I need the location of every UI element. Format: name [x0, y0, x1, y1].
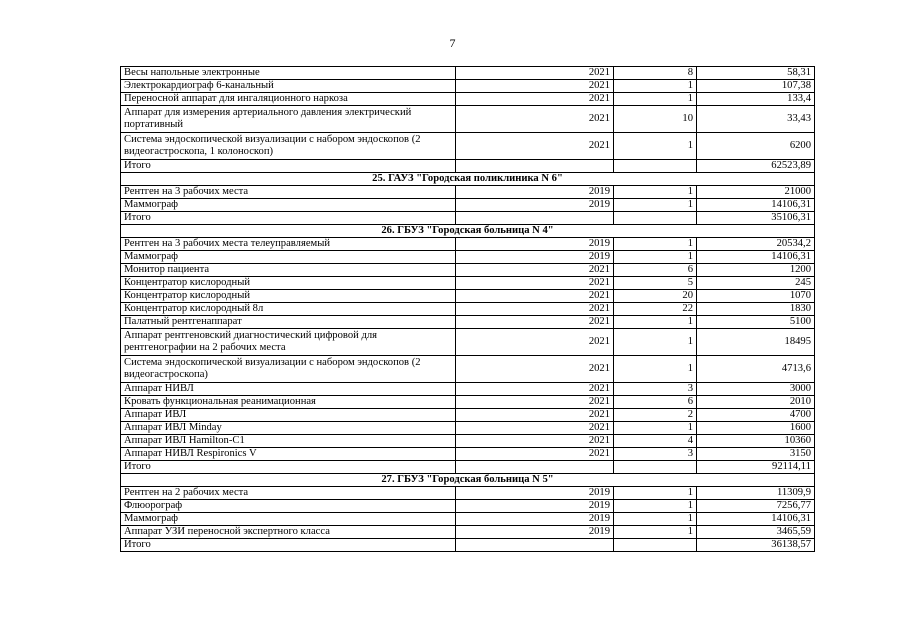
quantity-cell: 1: [614, 513, 697, 526]
table-row: [121, 316, 815, 329]
amount-cell: 3000: [697, 383, 815, 396]
quantity-cell: 20: [614, 290, 697, 303]
table-row: [121, 303, 815, 316]
section-header-row: [121, 173, 815, 186]
quantity-cell: [614, 160, 697, 173]
amount-cell: 7256,77: [697, 500, 815, 513]
item-name-cell: Весы напольные электронные: [121, 67, 456, 80]
item-name-cell: Итого: [121, 539, 456, 552]
item-name-cell: Маммограф: [121, 199, 456, 212]
item-name-cell: Маммограф: [121, 513, 456, 526]
quantity-cell: 1: [614, 422, 697, 435]
item-name-cell: Концентратор кислородный: [121, 277, 456, 290]
year-cell: 2019: [456, 199, 614, 212]
year-cell: 2021: [456, 448, 614, 461]
table-row: [121, 277, 815, 290]
quantity-cell: 1: [614, 487, 697, 500]
amount-cell: 35106,31: [697, 212, 815, 225]
table-row: [121, 513, 815, 526]
quantity-cell: 1: [614, 238, 697, 251]
section-title: 25. ГАУЗ "Городская поликлиника N 6": [121, 173, 815, 186]
amount-cell: 58,31: [697, 67, 815, 80]
table-row: [121, 396, 815, 409]
year-cell: 2021: [456, 133, 614, 160]
item-name-cell: Аппарат НИВЛ: [121, 383, 456, 396]
year-cell: 2021: [456, 396, 614, 409]
item-name-cell: Итого: [121, 461, 456, 474]
item-name-cell: Концентратор кислородный 8л: [121, 303, 456, 316]
item-name-cell: Рентген на 3 рабочих места: [121, 186, 456, 199]
year-cell: 2019: [456, 487, 614, 500]
year-cell: [456, 539, 614, 552]
item-name-cell: Маммограф: [121, 251, 456, 264]
year-cell: 2019: [456, 526, 614, 539]
amount-cell: 5100: [697, 316, 815, 329]
table-row: [121, 251, 815, 264]
table-row: [121, 67, 815, 80]
item-name-cell: Аппарат ИВЛ Minday: [121, 422, 456, 435]
item-name-cell: Итого: [121, 212, 456, 225]
item-name-cell: Кровать функциональная реанимационная: [121, 396, 456, 409]
page-number: 7: [449, 36, 456, 50]
item-name-cell: Аппарат для измерения артериального давления электрический портативный: [121, 106, 456, 133]
table-row: [121, 383, 815, 396]
item-name-cell: Система эндоскопической визуализации с набором эндоскопов (2 видеогастроскопа): [121, 356, 456, 383]
total-row: [121, 461, 815, 474]
year-cell: 2021: [456, 383, 614, 396]
table-row: [121, 487, 815, 500]
year-cell: 2019: [456, 500, 614, 513]
year-cell: 2021: [456, 356, 614, 383]
quantity-cell: 1: [614, 80, 697, 93]
year-cell: 2021: [456, 435, 614, 448]
item-name-cell: Аппарат УЗИ переносной экспертного класса: [121, 526, 456, 539]
quantity-cell: 22: [614, 303, 697, 316]
item-name-cell: Палатный рентгенаппарат: [121, 316, 456, 329]
table-row: [121, 500, 815, 513]
amount-cell: 92114,11: [697, 461, 815, 474]
table-row: [121, 356, 815, 383]
amount-cell: 245: [697, 277, 815, 290]
item-name-cell: Монитор пациента: [121, 264, 456, 277]
amount-cell: 1830: [697, 303, 815, 316]
amount-cell: 36138,57: [697, 539, 815, 552]
quantity-cell: 3: [614, 448, 697, 461]
item-name-cell: Аппарат рентгеновский диагностический цифровой для рентгенографии на 2 рабочих места: [121, 329, 456, 356]
year-cell: 2021: [456, 422, 614, 435]
amount-cell: 14106,31: [697, 251, 815, 264]
amount-cell: 1070: [697, 290, 815, 303]
quantity-cell: 1: [614, 329, 697, 356]
amount-cell: 11309,9: [697, 487, 815, 500]
year-cell: 2021: [456, 409, 614, 422]
section-header-row: [121, 225, 815, 238]
table-row: [121, 526, 815, 539]
year-cell: 2021: [456, 80, 614, 93]
table-row: [121, 264, 815, 277]
year-cell: 2019: [456, 251, 614, 264]
quantity-cell: 1: [614, 186, 697, 199]
amount-cell: 14106,31: [697, 513, 815, 526]
table-row: [121, 93, 815, 106]
year-cell: 2019: [456, 186, 614, 199]
table-row: [121, 422, 815, 435]
amount-cell: 1600: [697, 422, 815, 435]
table-row: [121, 106, 815, 133]
year-cell: 2021: [456, 316, 614, 329]
quantity-cell: 4: [614, 435, 697, 448]
section-title: 27. ГБУЗ "Городская больница N 5": [121, 474, 815, 487]
year-cell: [456, 212, 614, 225]
item-name-cell: Рентген на 3 рабочих места телеуправляемый: [121, 238, 456, 251]
amount-cell: 4713,6: [697, 356, 815, 383]
table-row: [121, 238, 815, 251]
quantity-cell: 6: [614, 396, 697, 409]
quantity-cell: 1: [614, 93, 697, 106]
amount-cell: 62523,89: [697, 160, 815, 173]
quantity-cell: 1: [614, 500, 697, 513]
amount-cell: 133,4: [697, 93, 815, 106]
quantity-cell: [614, 212, 697, 225]
year-cell: 2021: [456, 329, 614, 356]
item-name-cell: Аппарат ИВЛ Hamilton-C1: [121, 435, 456, 448]
quantity-cell: 1: [614, 356, 697, 383]
year-cell: 2021: [456, 277, 614, 290]
quantity-cell: 10: [614, 106, 697, 133]
table-row: [121, 448, 815, 461]
item-name-cell: Флюорограф: [121, 500, 456, 513]
quantity-cell: 1: [614, 199, 697, 212]
quantity-cell: [614, 461, 697, 474]
table-row: [121, 80, 815, 93]
item-name-cell: Аппарат ИВЛ: [121, 409, 456, 422]
quantity-cell: 5: [614, 277, 697, 290]
equipment-table-body: [121, 67, 815, 552]
amount-cell: 4700: [697, 409, 815, 422]
amount-cell: 20534,2: [697, 238, 815, 251]
table-row: [121, 290, 815, 303]
total-row: [121, 212, 815, 225]
quantity-cell: 1: [614, 316, 697, 329]
quantity-cell: 2: [614, 409, 697, 422]
quantity-cell: 1: [614, 251, 697, 264]
year-cell: [456, 461, 614, 474]
section-title: 26. ГБУЗ "Городская больница N 4": [121, 225, 815, 238]
year-cell: 2019: [456, 513, 614, 526]
year-cell: [456, 160, 614, 173]
total-row: [121, 539, 815, 552]
amount-cell: 18495: [697, 329, 815, 356]
year-cell: 2021: [456, 67, 614, 80]
table-row: [121, 199, 815, 212]
equipment-table: [120, 66, 815, 552]
year-cell: 2021: [456, 303, 614, 316]
year-cell: 2019: [456, 238, 614, 251]
year-cell: 2021: [456, 290, 614, 303]
total-row: [121, 160, 815, 173]
amount-cell: 107,38: [697, 80, 815, 93]
table-row: [121, 409, 815, 422]
item-name-cell: Система эндоскопической визуализации с набором эндоскопов (2 видеогастроскопа, 1 колоноскоп): [121, 133, 456, 160]
quantity-cell: 1: [614, 133, 697, 160]
item-name-cell: Концентратор кислородный: [121, 290, 456, 303]
amount-cell: 33,43: [697, 106, 815, 133]
quantity-cell: 8: [614, 67, 697, 80]
table-row: [121, 133, 815, 160]
table-row: [121, 329, 815, 356]
quantity-cell: [614, 539, 697, 552]
quantity-cell: 1: [614, 526, 697, 539]
amount-cell: 3150: [697, 448, 815, 461]
amount-cell: 2010: [697, 396, 815, 409]
amount-cell: 1200: [697, 264, 815, 277]
item-name-cell: Аппарат НИВЛ Respironics V: [121, 448, 456, 461]
amount-cell: 3465,59: [697, 526, 815, 539]
year-cell: 2021: [456, 264, 614, 277]
amount-cell: 10360: [697, 435, 815, 448]
year-cell: 2021: [456, 106, 614, 133]
section-header-row: [121, 474, 815, 487]
amount-cell: 21000: [697, 186, 815, 199]
quantity-cell: 6: [614, 264, 697, 277]
year-cell: 2021: [456, 93, 614, 106]
table-row: [121, 435, 815, 448]
table-row: [121, 186, 815, 199]
amount-cell: 6200: [697, 133, 815, 160]
amount-cell: 14106,31: [697, 199, 815, 212]
item-name-cell: Итого: [121, 160, 456, 173]
item-name-cell: Рентген на 2 рабочих места: [121, 487, 456, 500]
quantity-cell: 3: [614, 383, 697, 396]
item-name-cell: Электрокардиограф 6-канальный: [121, 80, 456, 93]
item-name-cell: Переносной аппарат для ингаляционного наркоза: [121, 93, 456, 106]
